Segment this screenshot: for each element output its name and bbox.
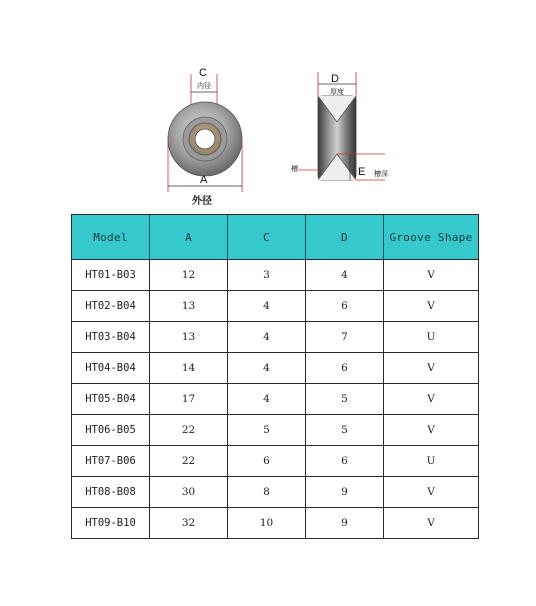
cell-groove-shape: V [384, 260, 479, 291]
cell-groove-shape: V [384, 415, 479, 446]
cell-d: 4 [306, 260, 384, 291]
bearing-front-view [160, 62, 250, 210]
bearing-side-drawing [290, 62, 450, 192]
cell-c: 8 [228, 477, 306, 508]
table-row [72, 508, 479, 539]
cell-c: 6 [228, 446, 306, 477]
header-d: D [306, 215, 384, 260]
cell-groove-shape: U [384, 446, 479, 477]
cell-d: 9 [306, 508, 384, 539]
table-row [72, 384, 479, 415]
cell-groove-shape: V [384, 353, 479, 384]
cell-a: 17 [150, 384, 228, 415]
cell-c: 4 [228, 322, 306, 353]
cell-model: HT06-B05 [72, 415, 150, 446]
table-row [72, 260, 479, 291]
cell-d: 9 [306, 477, 384, 508]
bearing-side-view [290, 62, 450, 192]
cell-a: 22 [150, 415, 228, 446]
header-groove-shape: Groove Shape [384, 215, 479, 260]
cell-d: 6 [306, 291, 384, 322]
cell-c: 5 [228, 415, 306, 446]
cell-model: HT08-B08 [72, 477, 150, 508]
table-row [72, 322, 479, 353]
cell-model: HT02-B04 [72, 291, 150, 322]
dim-d-sublabel: 厚度 [330, 88, 344, 96]
table-row [72, 446, 479, 477]
cell-groove-shape: U [384, 322, 479, 353]
cell-groove-shape: V [384, 508, 479, 539]
cell-a: 30 [150, 477, 228, 508]
cell-model: HT01-B03 [72, 260, 150, 291]
dim-d-label: D [331, 73, 339, 85]
cell-a: 32 [150, 508, 228, 539]
dim-c-label: C [199, 67, 207, 79]
cell-a: 22 [150, 446, 228, 477]
dim-c-sublabel: 内径 [197, 82, 211, 90]
header-c: C [228, 215, 306, 260]
spec-table [71, 214, 479, 539]
header-model: Model [72, 215, 150, 260]
cell-model: HT03-B04 [72, 322, 150, 353]
cell-c: 4 [228, 353, 306, 384]
cell-a: 13 [150, 291, 228, 322]
table-row [72, 415, 479, 446]
cell-groove-shape: V [384, 477, 479, 508]
cell-c: 10 [228, 508, 306, 539]
table-row [72, 477, 479, 508]
groove-small-label: 槽 [291, 165, 298, 173]
cell-groove-shape: V [384, 291, 479, 322]
cell-groove-shape: V [384, 384, 479, 415]
dim-e-label: E [358, 166, 366, 178]
cell-d: 5 [306, 415, 384, 446]
table-row [72, 353, 479, 384]
outer-diameter-caption: 外径 [192, 196, 212, 207]
cell-d: 5 [306, 384, 384, 415]
cell-model: HT05-B04 [72, 384, 150, 415]
table-row [72, 291, 479, 322]
cell-d: 6 [306, 353, 384, 384]
cell-a: 12 [150, 260, 228, 291]
header-a: A [150, 215, 228, 260]
cell-model: HT09-B10 [72, 508, 150, 539]
cell-c: 4 [228, 291, 306, 322]
cell-a: 13 [150, 322, 228, 353]
cell-c: 3 [228, 260, 306, 291]
cell-model: HT07-B06 [72, 446, 150, 477]
cell-a: 14 [150, 353, 228, 384]
dim-a-label: A [200, 174, 208, 186]
dim-e-sublabel: 槽深 [374, 170, 388, 178]
cell-c: 4 [228, 384, 306, 415]
cell-d: 7 [306, 322, 384, 353]
cell-model: HT04-B04 [72, 353, 150, 384]
cell-d: 6 [306, 446, 384, 477]
table-header-row [72, 215, 479, 260]
